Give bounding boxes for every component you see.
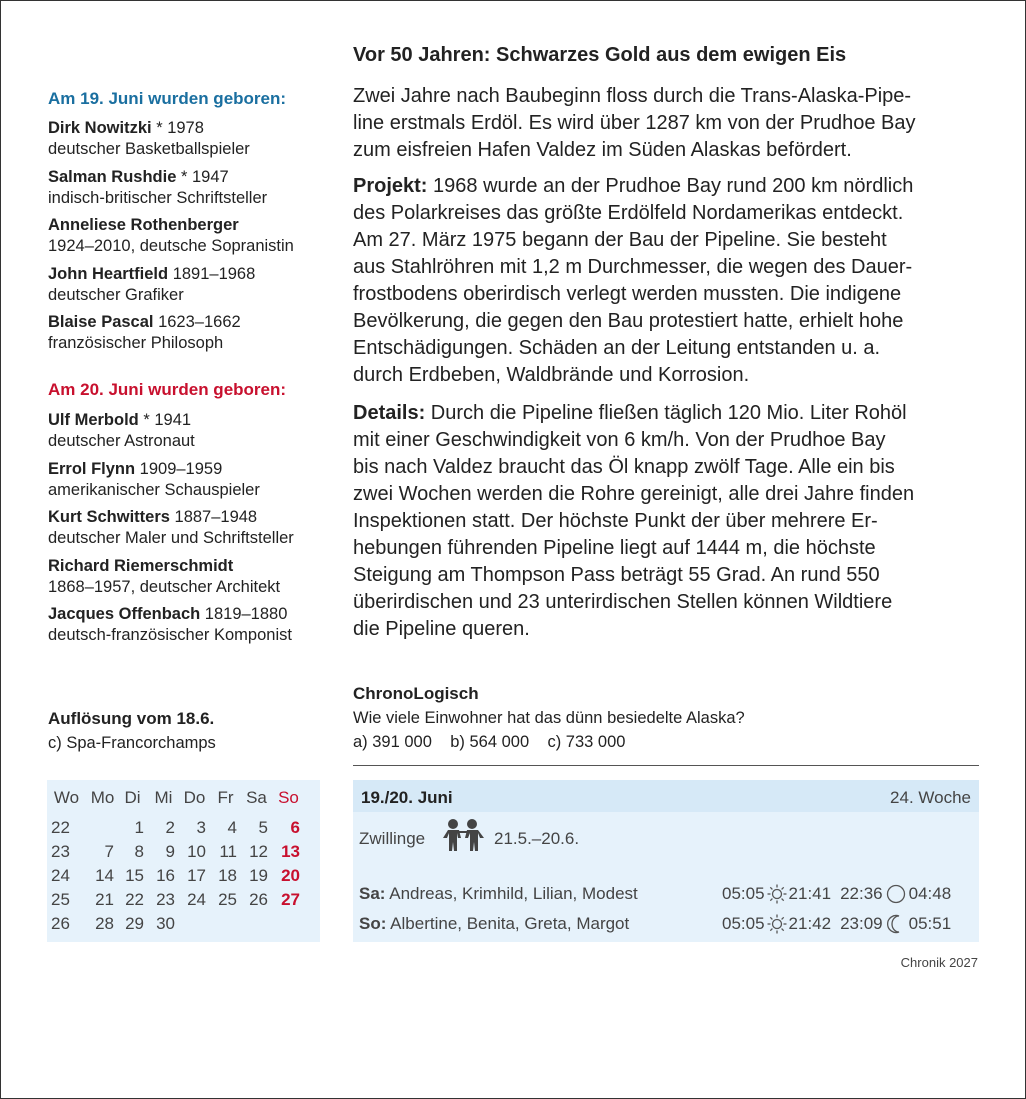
person-dates: 1819–1880	[200, 605, 288, 623]
day-cell: 19	[249, 866, 268, 885]
paragraph-line: des Polarkreises das größte Erdölfeld Nordamerikas entdeckt.	[353, 202, 904, 224]
paragraph-line: Bevölkerung, die gegen den Bau protestiert hatte, erhielt hohe	[353, 310, 904, 332]
sat-sunset: 21:41	[788, 884, 832, 903]
sunday-names: Albertine, Benita, Greta, Margot	[386, 914, 630, 933]
day-cell: 12	[249, 842, 268, 861]
day-cell: 21	[95, 890, 114, 909]
person-entry	[48, 507, 294, 549]
person-name: Kurt Schwitters	[48, 508, 170, 526]
day-cell: 18	[218, 866, 237, 885]
sun-moonset: 05:51	[908, 914, 952, 933]
solution-heading: Auflösung vom 18.6.	[48, 709, 215, 728]
divider-line	[353, 765, 979, 766]
person-name: John Heartfield	[48, 264, 169, 283]
sun-icon	[767, 884, 787, 904]
paragraph-line: hebungen führenden Pipeline liegt auf 1444 m, die höchste	[353, 537, 876, 559]
person-name: Salman Rushdie	[48, 167, 177, 186]
day-cell: 16	[156, 866, 175, 885]
person-entry	[48, 312, 241, 354]
day-cell: 5	[258, 818, 268, 837]
person-dates: * 1941	[138, 411, 192, 429]
person-entry	[48, 264, 255, 306]
article-projekt	[353, 173, 983, 389]
article-details	[353, 400, 983, 643]
day-cell: 8	[134, 842, 144, 861]
day-cell: 28	[95, 914, 114, 933]
paragraph-line	[353, 173, 983, 200]
person-name: Errol Flynn	[48, 459, 136, 478]
sunday-names-row	[359, 914, 629, 934]
person-dates: 1891–1968	[168, 264, 256, 283]
paragraph-line	[353, 400, 983, 427]
person-name: Ulf Merbold	[48, 411, 139, 429]
sun-sunrise: 05:05	[722, 914, 765, 933]
person-description: indisch-britischer Schriftsteller	[48, 188, 268, 207]
line-text: 1968 wurde an der Prudhoe Bay rund 200 km nördlich	[427, 175, 914, 197]
day-cell: 26	[249, 890, 268, 909]
born19-heading: Am 19. Juni wurden geboren:	[48, 89, 287, 108]
person-entry	[48, 604, 292, 646]
quiz-heading: ChronoLogisch	[353, 684, 479, 703]
paragraph-line: Am 27. März 1975 begann der Bau der Pipeline. Sie besteht	[353, 229, 887, 251]
person-name: Dirk Nowitzki	[48, 119, 152, 137]
paragraph-line: die Pipeline queren.	[353, 618, 530, 640]
person-description: deutscher Basketballspieler	[48, 140, 250, 158]
person-description: deutscher Astronaut	[48, 432, 195, 450]
day-info-panel	[353, 780, 979, 942]
person-name: Richard Riemerschmidt	[48, 556, 234, 575]
paragraph-line: Entschädigungen. Schäden an der Leitung entstanden u. a.	[353, 337, 881, 359]
person-dates: 1909–1959	[135, 459, 223, 478]
person-description: französischer Philosoph	[48, 334, 224, 352]
paragraph-line: frostbodens oberirdisch verlegt werden mussten. Die indigene	[353, 283, 902, 305]
day-cell: 1	[134, 818, 144, 837]
sun-icon	[767, 914, 787, 934]
paragraph-line: mit einer Geschwindigkeit von 6 km/h. Von der Prudhoe Bay	[353, 429, 886, 451]
person-dates: 1623–1662	[153, 313, 241, 331]
day-cell: 15	[125, 866, 144, 885]
sat-moonset: 04:48	[908, 884, 952, 903]
day-cell: 10	[187, 842, 206, 861]
month-calendar	[47, 780, 320, 942]
person-entry	[48, 167, 267, 209]
day-cell: 29	[125, 914, 144, 933]
weekday-header: Do	[183, 788, 206, 807]
person-entry	[48, 556, 280, 598]
day-cell: 9	[165, 842, 175, 861]
details-label: Details:	[353, 402, 426, 424]
paragraph-line: zwei Wochen werden die Rohre gereinigt, alle drei Jahre finden	[353, 483, 915, 505]
intro-line: zum eisfreien Hafen Valdez im Süden Alaskas befördert.	[353, 139, 852, 161]
quiz-question: Wie viele Einwohner hat das dünn besiedelte Alaska?	[353, 709, 745, 727]
person-description: deutscher Maler und Schriftsteller	[48, 529, 294, 547]
weekday-header: Fr	[217, 788, 234, 807]
week-number-cell: 23	[51, 842, 70, 861]
weekday-header: Sa	[246, 788, 267, 807]
week-number: 24. Woche	[890, 788, 971, 807]
weekday-header: Di	[124, 788, 141, 807]
person-dates: * 1947	[176, 167, 229, 186]
article-intro	[353, 83, 983, 164]
person-name: Blaise Pascal	[48, 313, 154, 331]
day-cell: 17	[187, 866, 206, 885]
day-cell: 7	[104, 842, 114, 861]
day-cell: 27	[281, 890, 300, 909]
weekday-header: Mo	[90, 788, 115, 807]
week-number-cell: 26	[51, 914, 70, 933]
person-entry	[48, 410, 195, 452]
saturday-names-row	[359, 884, 638, 904]
paragraph-line: überirdischen und 23 unterirdischen Stellen können Wildtiere	[353, 591, 893, 613]
born20-heading: Am 20. Juni wurden geboren:	[48, 380, 287, 399]
week-number-cell: 22	[51, 818, 70, 837]
sunday-label: So:	[359, 914, 387, 933]
person-description: 1868–1957, deutscher Architekt	[48, 577, 281, 596]
day-cell: 14	[95, 866, 114, 885]
crescent-moon-icon	[886, 914, 906, 934]
projekt-label: Projekt:	[353, 175, 428, 197]
person-dates: * 1978	[151, 119, 204, 137]
person-description: deutsch-französischer Komponist	[48, 626, 292, 644]
saturday-times	[722, 884, 951, 904]
sunday-times	[722, 914, 951, 934]
intro-line: line erstmals Erdöl. Es wird über 1287 km von der Prudhoe Bay	[353, 112, 916, 134]
weekday-header: So	[278, 788, 299, 807]
solution-answer: c) Spa-Francorchamps	[48, 734, 216, 752]
day-cell: 25	[218, 890, 237, 909]
person-description: 1924–2010, deutsche Sopranistin	[48, 237, 294, 255]
day-cell: 23	[156, 890, 175, 909]
day-cell: 13	[281, 842, 300, 861]
zodiac-range: 21.5.–20.6.	[494, 829, 580, 848]
day-cell: 30	[156, 914, 175, 933]
person-description: amerikanischer Schauspieler	[48, 480, 260, 499]
footer-chronik: Chronik 2027	[900, 955, 978, 970]
saturday-label: Sa:	[359, 884, 386, 903]
paragraph-line: bis nach Valdez braucht das Öl knapp zwölf Tage. Alle ein bis	[353, 456, 895, 478]
day-cell: 11	[219, 842, 237, 861]
day-cell: 6	[290, 818, 300, 837]
person-name: Jacques Offenbach	[48, 605, 201, 623]
day-cell: 4	[227, 818, 237, 837]
article-title: Vor 50 Jahren: Schwarzes Gold aus dem ewigen Eis	[353, 44, 847, 66]
week-number-cell: 24	[51, 866, 70, 885]
person-entry	[48, 215, 294, 257]
week-number-cell: 25	[51, 890, 70, 909]
weekday-header: Mi	[154, 788, 173, 807]
paragraph-line: Inspektionen statt. Der höchste Punkt der über mehrere Er-	[353, 510, 878, 532]
day-cell: 22	[125, 890, 144, 909]
day-date: 19./20. Juni	[361, 788, 453, 807]
sun-moonrise: 23:09	[840, 914, 883, 933]
day-cell: 3	[196, 818, 206, 837]
paragraph-line: Steigung am Thompson Pass beträgt 55 Grad. An rund 550	[353, 564, 880, 586]
zodiac-sign: Zwillinge	[359, 829, 426, 848]
line-text: Durch die Pipeline fließen täglich 120 Mio. Liter Rohöl	[425, 402, 907, 424]
gemini-icon	[439, 818, 489, 852]
day-cell: 2	[165, 818, 175, 837]
saturday-names: Andreas, Krimhild, Lilian, Modest	[385, 884, 638, 903]
paragraph-line: durch Erdbeben, Waldbrände und Korrosion.	[353, 364, 750, 386]
person-entry	[48, 459, 260, 501]
sat-sunrise: 05:05	[722, 884, 765, 903]
paragraph-line: aus Stahlröhren mit 1,2 m Durchmesser, die wegen des Dauer-	[353, 256, 913, 278]
day-cell: 24	[187, 890, 206, 909]
person-name: Anneliese Rothenberger	[48, 216, 239, 234]
intro-line: Zwei Jahre nach Baubeginn floss durch die Trans-Alaska-Pipe-	[353, 85, 912, 107]
person-description: deutscher Grafiker	[48, 285, 184, 304]
sun-sunset: 21:42	[788, 914, 832, 933]
weekday-header: Wo	[53, 788, 80, 807]
quiz-options: a) 391 000 b) 564 000 c) 733 000	[353, 733, 626, 751]
person-entry	[48, 118, 250, 160]
full-moon-icon	[886, 884, 906, 904]
sat-moonrise: 22:36	[840, 884, 883, 903]
person-dates: 1887–1948	[169, 508, 258, 526]
day-cell: 20	[281, 866, 300, 885]
